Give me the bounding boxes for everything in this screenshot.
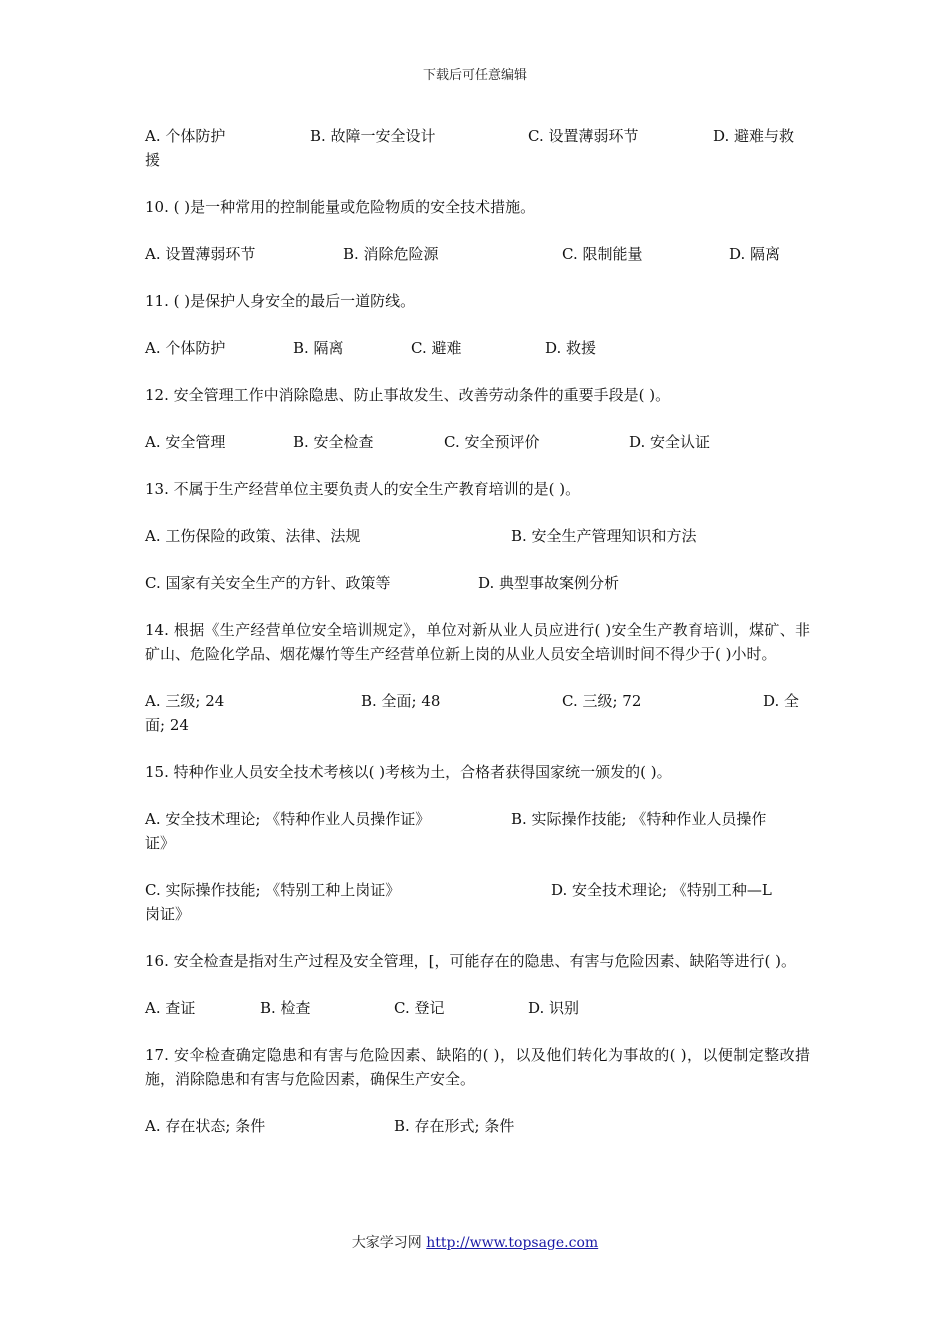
footer-link[interactable]: http://www.topsage.com <box>426 1235 599 1251</box>
option-c: C. 三级; 72 <box>562 692 642 710</box>
option-b: B. 隔离 <box>293 339 344 357</box>
option-d: D. 安全技术理论; 《特别工种—L <box>551 881 772 899</box>
option-b: B. 全面; 48 <box>361 692 441 710</box>
option-a: A. 安全技术理论; 《特种作业人员操作证》 <box>145 810 431 828</box>
question-13: 13. 不属于生产经营单位主要负责人的安全生产教育培训的是( )。 <box>145 480 581 498</box>
options-q16 <box>145 996 810 1020</box>
options-q12 <box>145 430 810 454</box>
question-14: 14. 根据《生产经营单位安全培训规定》，单位对新从业人员应进行( )安全生产教育培训，煤矿、非矿山、危险化学品、烟花爆竹等生产经营单位新上岗的从业人员安全培训时间不得少于( )小时。 <box>145 621 810 663</box>
question-11: 11. ( )是保护人身安全的最后一道防线。 <box>145 292 416 310</box>
option-b: B. 消除危险源 <box>343 245 439 263</box>
document-body <box>145 124 810 1161</box>
options-q14 <box>145 689 810 737</box>
option-d: D. 安全认证 <box>629 433 711 451</box>
option-c: C. 登记 <box>394 999 445 1017</box>
option-b-continued: 证》 <box>145 834 176 852</box>
option-d: D. 识别 <box>528 999 580 1017</box>
option-a: A. 查证 <box>145 999 196 1017</box>
option-a: A. 设置薄弱环节 <box>145 245 256 263</box>
question-12: 12. 安全管理工作中消除隐患、防止事故发生、改善劳动条件的重要手段是( )。 <box>145 386 671 404</box>
options-q9 <box>145 124 810 172</box>
option-b: B. 故障一安全设计 <box>310 127 436 145</box>
option-b: B. 安全检查 <box>293 433 374 451</box>
option-d-continued: 面; 24 <box>145 716 189 734</box>
option-d-continued: 岗证》 <box>145 905 191 923</box>
option-b: B. 实际操作技能; 《特种作业人员操作 <box>511 810 767 828</box>
options-q13 <box>145 524 810 548</box>
option-d: D. 典型事故案例分析 <box>478 574 620 592</box>
options-q10 <box>145 242 810 266</box>
option-d: D. 隔离 <box>729 245 781 263</box>
options-q15-row2 <box>145 878 810 926</box>
options-q15 <box>145 807 810 855</box>
option-d: D. 全 <box>763 692 800 710</box>
options-q11 <box>145 336 810 360</box>
option-c: C. 避难 <box>411 339 462 357</box>
option-a: A. 存在状态; 条件 <box>145 1117 266 1135</box>
option-a: A. 工伤保险的政策、法律、法规 <box>145 527 361 545</box>
options-q13-row2 <box>145 571 810 595</box>
question-10: 10. ( )是一种常用的控制能量或危险物质的安全技术措施。 <box>145 198 536 216</box>
option-d: D. 救援 <box>545 339 597 357</box>
option-a: A. 个体防护 <box>145 127 226 145</box>
option-a: A. 安全管理 <box>145 433 226 451</box>
question-16: 16. 安全检查是指对生产过程及安全管理，[，可能存在的隐患、有害与危险因素、缺陷等进行( )。 <box>145 952 796 970</box>
question-15: 15. 特种作业人员安全技术考核以( )考核为土，合格者获得国家统一颁发的( )。 <box>145 763 672 781</box>
option-b: B. 存在形式; 条件 <box>394 1117 515 1135</box>
page-footer <box>0 1232 950 1252</box>
option-d: D. 避难与救 <box>713 127 795 145</box>
option-b: B. 安全生产管理知识和方法 <box>511 527 697 545</box>
footer-text: 大家学习网 <box>351 1235 427 1251</box>
question-17: 17. 安伞检查确定隐患和有害与危险因素、缺陷的( )，以及他们转化为事故的( )，以便制定整改措施，消除隐患和有害与危险因素，确保生产安全。 <box>145 1046 810 1088</box>
option-c: C. 实际操作技能; 《特别工种上岗证》 <box>145 881 401 899</box>
option-c: C. 限制能量 <box>562 245 643 263</box>
option-c: C. 设置薄弱环节 <box>528 127 639 145</box>
option-a: A. 个体防护 <box>145 339 226 357</box>
option-c: C. 安全预评价 <box>444 433 540 451</box>
option-c: C. 国家有关安全生产的方针、政策等 <box>145 574 391 592</box>
options-q17 <box>145 1114 810 1138</box>
page-header: 下载后可任意编辑 <box>422 68 527 83</box>
option-a: A. 三级; 24 <box>145 692 225 710</box>
option-d-continued: 援 <box>145 151 161 169</box>
option-b: B. 检查 <box>260 999 311 1017</box>
